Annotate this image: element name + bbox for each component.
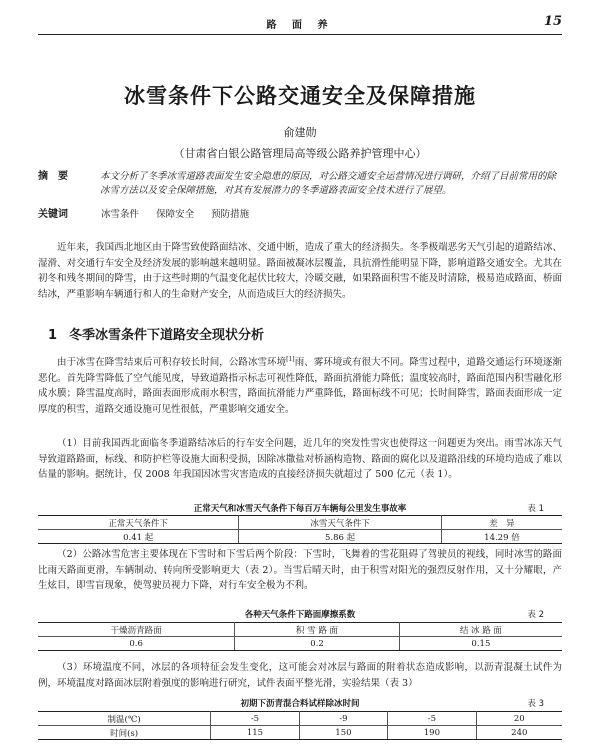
table-cell: 115 xyxy=(211,726,299,740)
page-number: 15 xyxy=(543,14,562,29)
table-header-cell: 冰雪天气条件下 xyxy=(239,516,442,530)
table-cell: 0.2 xyxy=(235,637,400,651)
table-cell: 0.41 起 xyxy=(38,530,239,544)
table-accident-rate xyxy=(38,515,562,544)
table-number: 表 3 xyxy=(527,699,544,709)
table-header-cell: 积 雪 路 面 xyxy=(235,623,400,637)
section-number: 1 xyxy=(48,328,58,343)
table-caption: 各种天气条件下路面摩擦系数 表 2 xyxy=(244,610,544,620)
keyword: 预防措施 xyxy=(211,209,250,220)
journal-name: 路 面 养 xyxy=(266,20,334,31)
keywords-label: 关键词 xyxy=(38,209,68,220)
table-header-cell: -9 xyxy=(299,712,387,726)
table-cell: 14.29 倍 xyxy=(441,530,562,544)
table-header-cell: 差 异 xyxy=(441,516,562,530)
author: 俞建勋 xyxy=(283,126,317,139)
table-header-row xyxy=(38,623,562,637)
body-paragraph: 由于冰雪在降雪结束后可积存较长时间，公路冰雪环境[1]雨、雾环境或有很大不同。降雪过程中，道路交通运行环境逐渐恶化。首先降雪降低了空气能见度，导致道路指示标志可视性降低，路面抗滑能力降低；温度较高时，路面范围内积雪融化形成水膜；降雪温度高时，路面表面形成雨水积雪，路面抗滑能力严重降低，路面标线不可见；长时间降雪，路面表面形成一定厚度的积雪，道路交通设施可见性很低，严重影响交通安全。 xyxy=(38,356,562,415)
affiliation: （甘肃省白银公路管理局高等级公路养护管理中心） xyxy=(173,147,427,160)
table-cell: 240 xyxy=(476,726,562,740)
table-caption: 正常天气和冰雪天气条件下每百万车辆每公里发生事故率 表 1 xyxy=(193,504,544,514)
table-number: 表 1 xyxy=(527,504,544,514)
abstract-label: 摘 要 xyxy=(38,171,68,182)
table-header-row xyxy=(38,712,562,726)
section-title: 冬季冰雪条件下道路安全现状分析 xyxy=(69,328,265,343)
table-header-cell: 正常天气条件下 xyxy=(38,516,239,530)
table-cell: 0.6 xyxy=(38,637,235,651)
table-cell: 时间(s) xyxy=(38,726,211,740)
table-number: 表 2 xyxy=(527,610,544,620)
table-cell: 0.15 xyxy=(399,637,562,651)
abstract xyxy=(38,170,562,198)
table-header-cell: -5 xyxy=(388,712,476,726)
table-cell: 5.86 起 xyxy=(239,530,442,544)
body-paragraph: （1）目前我国西北面临冬季道路结冰后的行车安全问题，近几年的突发性雪灾也使得这一问题更为突出。雨雪冰冻天气导致道路路面，标线、和防护栏等设施大面积受损，因除冰撒盐对桥涵构造物、路面的腐化以及道路沿线的环境均造成了难以估量的影响。据统计，仅 2008 年我国因冰雪灾害造成的直接经济损失就超过了 500 亿元（表 1）。 xyxy=(38,438,562,480)
table-header-cell: 制温(℃) xyxy=(38,712,211,726)
body-paragraph: （3）环境温度不同，冰层的各项特征会发生变化，这可能会对冰层与路面的附着状态造成影响，以沥青混凝土试件为例，环境温度对路面冰层附着强度的影响进行研究，试件表面平整光滑，实验结果（表 3） xyxy=(38,662,562,689)
body-paragraph: （2）公路冰雪危害主要体现在下雪时和下雪后两个阶段：下雪时，飞舞着的雪花阻碍了驾驶员的视线，同时冰雪的路面比雨天路面更滑，车辆制动、转向所受影响更大（表 2）。当雪后晴天时，由于积雪对阳光的强烈反射作用，又十分耀眼，产生炫目，即雪盲现象，使驾驶员视力下降，对行车安全极为不利。 xyxy=(38,549,562,591)
running-header xyxy=(38,14,562,35)
citation: [1] xyxy=(286,356,295,363)
table-header-cell: 20 xyxy=(476,712,562,726)
section-heading xyxy=(48,324,264,343)
table-row xyxy=(38,530,562,544)
table-friction-coefficient xyxy=(38,622,562,651)
table-row xyxy=(38,637,562,651)
keyword: 冰雪条件 xyxy=(101,209,140,220)
table-header-cell: 干燥沥青路面 xyxy=(38,623,235,637)
table-header-cell: -5 xyxy=(211,712,299,726)
table-cell: 150 xyxy=(299,726,387,740)
table-header-cell: 结 冰 路 面 xyxy=(399,623,562,637)
intro-paragraph: 近年来，我国西北地区由于降雪致使路面结冰、交通中断，造成了重大的经济损失。冬季极端恶劣天气引起的道路结冰、湿滑、对交通行车安全及经济发展的影响越来越明显。路面被凝冰层覆盖，具抗滑性能明显下降，影响道路交通安全。尤其在初冬和残冬期间的降雪，由于这些时期的气温变化起伏比较大，冷暖交融，如果路面积雪不能及时清除，极易造成路面、桥面结冰，严重影响车辆通行和人的生命财产安全，从而造成巨大的经济损失。 xyxy=(38,242,562,300)
table-header-row xyxy=(38,516,562,530)
abstract-text: 本文分析了冬季冰雪道路表面发生安全隐患的原因，对公路交通安全运营情况进行调研，介绍了目前常用的除冰雪方法以及安全保障措施，对其有发展潜力的冬季道路表面安全技术进行了展望。 xyxy=(100,171,557,196)
keyword: 保障安全 xyxy=(156,209,195,220)
table-caption: 初期下沥青混合料试样除冰时间 表 3 xyxy=(240,699,544,709)
table-row xyxy=(38,726,562,740)
keywords xyxy=(38,205,263,220)
paper-title: 冰雪条件下公路交通安全及保障措施 xyxy=(124,83,476,108)
table-deicing-time xyxy=(38,711,562,740)
table-cell: 190 xyxy=(388,726,476,740)
